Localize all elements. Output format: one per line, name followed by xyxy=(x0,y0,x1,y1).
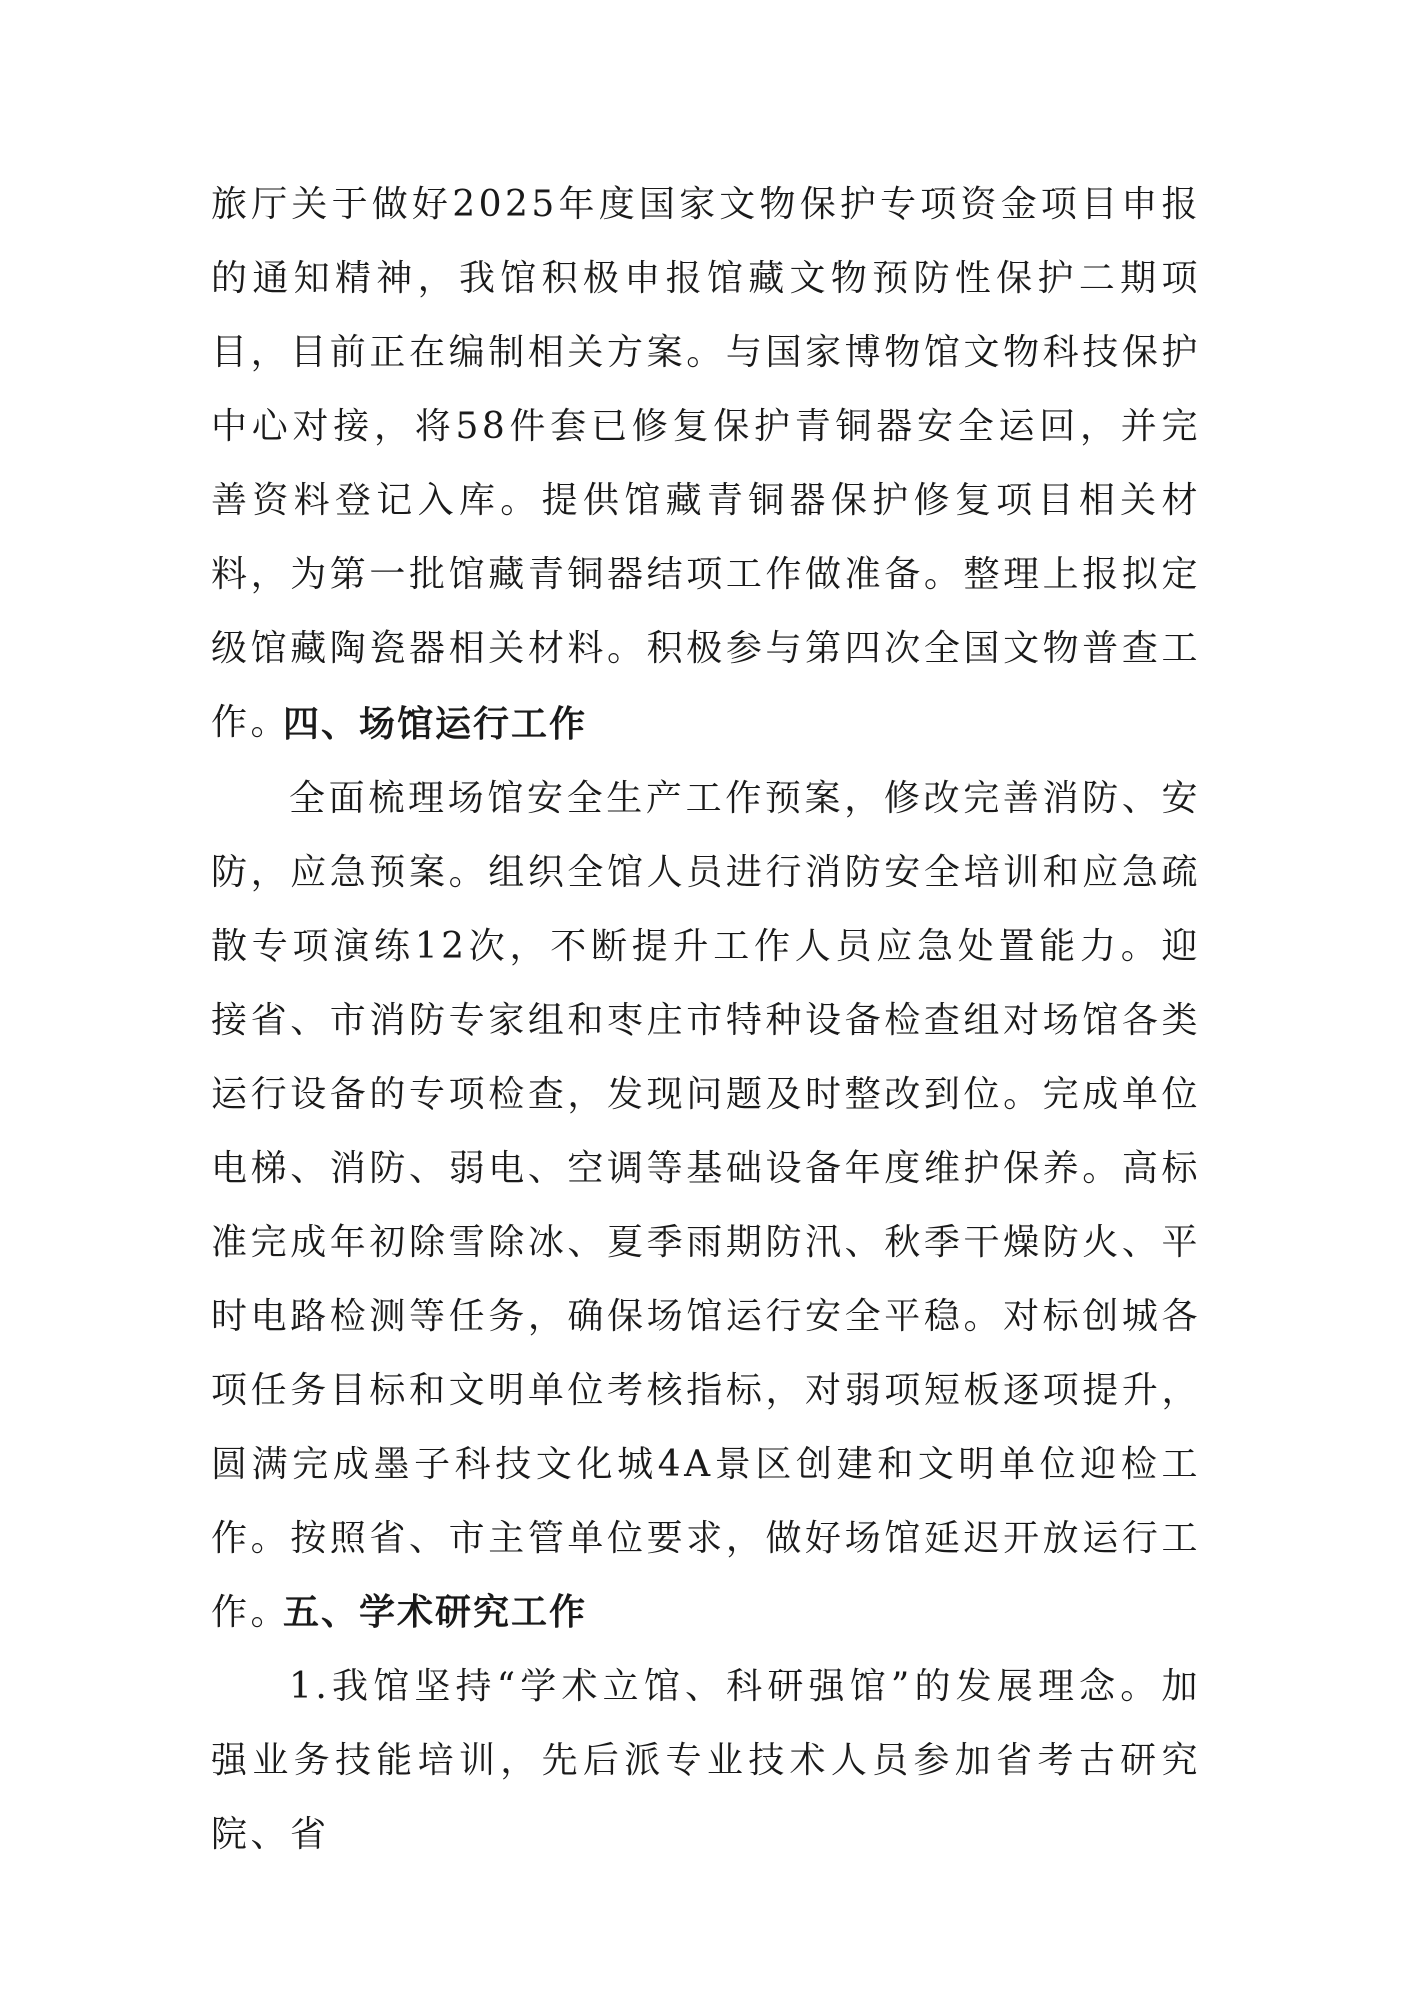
section-heading-venue-operations: 四、场馆运行工作 xyxy=(283,704,588,745)
section-heading-academic-research: 五、学术研究工作 xyxy=(283,1592,588,1633)
body-paragraph: 1.我馆坚持“学术立馆、科研强馆”的发展理念。加强业务技能培训，先后派专业技术人员参加省考古研究院、省 xyxy=(211,1666,1201,1855)
body-paragraph: 旅厅关于做好2025年度国家文物保护专项资金项目申报的通知精神，我馆积极申报馆藏文物预防性保护二期项目，目前正在编制相关方案。与国家博物馆文物科技保护中心对接，将58件套已修复保护青铜器安全运回，并完善资料登记入库。提供馆藏青铜器保护修复项目相关材料，为第一批馆藏青铜器结项工作做准备。整理上报拟定级馆藏陶瓷器相关材料。积极参与第四次全国文物普查工作。 xyxy=(211,184,1201,743)
body-paragraph: 全面梳理场馆安全生产工作预案，修改完善消防、安防，应急预案。组织全馆人员进行消防安全培训和应急疏散专项演练12次，不断提升工作人员应急处置能力。迎接省、市消防专家组和枣庄市特种设备检查组对场馆各类运行设备的专项检查，发现问题及时整改到位。完成单位电梯、消防、弱电、空调等基础设备年度维护保养。高标准完成年初除雪除冰、夏季雨期防汛、秋季干燥防火、平时电路检测等任务，确保场馆运行安全平稳。对标创城各项任务目标和文明单位考核指标，对弱项短板逐项提升，圆满完成墨子科技文化城4A景区创建和文明单位迎检工作。按照省、市主管单位要求，做好场馆延迟开放运行工作。 xyxy=(211,778,1201,1633)
